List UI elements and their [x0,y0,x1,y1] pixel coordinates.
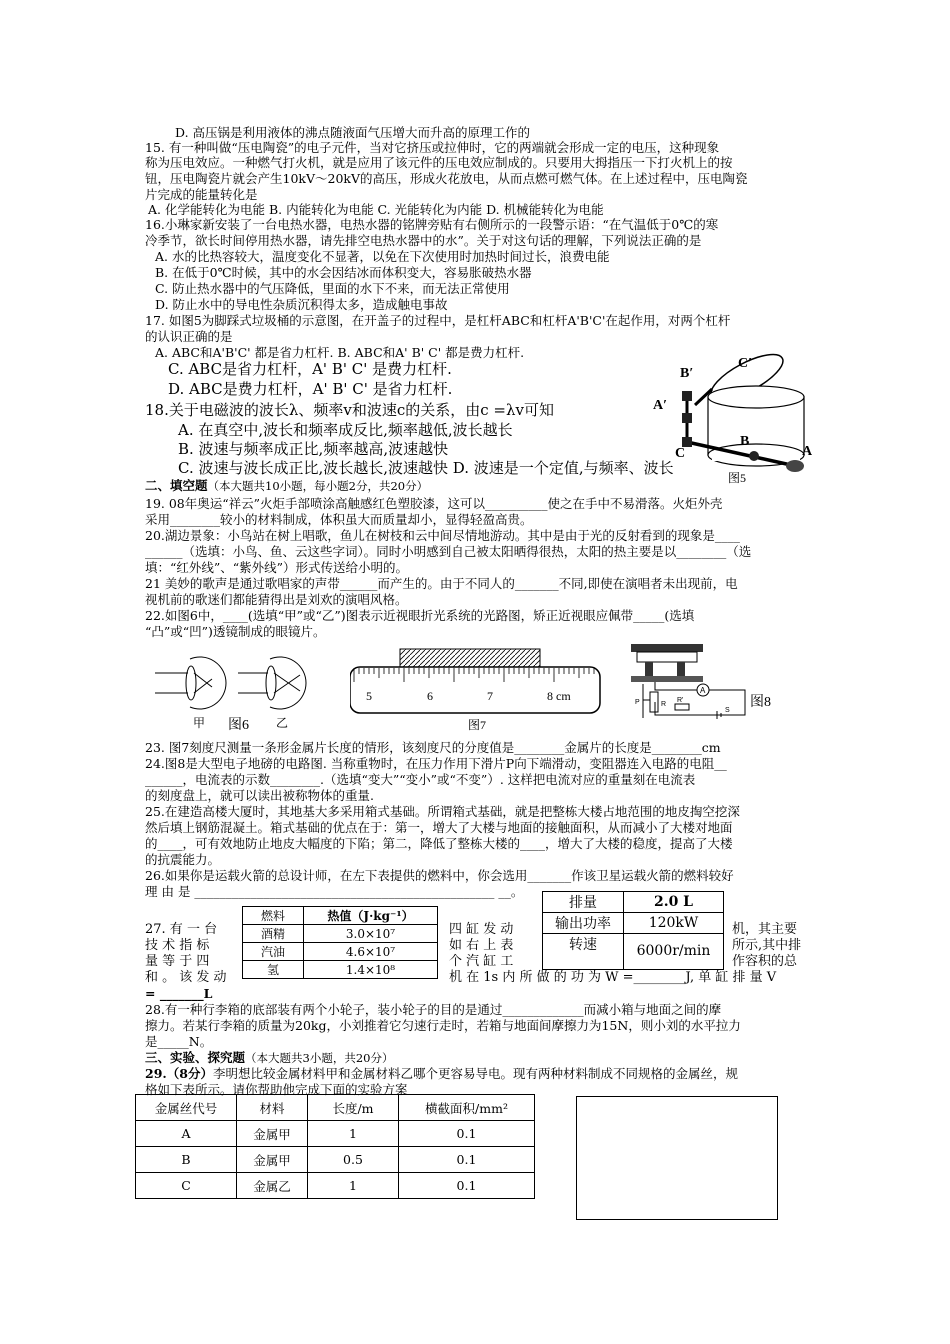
q17-option-ab: A. ABC和A'B'C' 都是省力杠杆. B. ABC和A' B' C' 都是费力杠杆. [155,345,525,360]
q18-option-b: B. 波速与频率成正比,频率越高,波速越快 [178,440,449,458]
fig5-label-b: B [740,434,750,449]
wire-header: 材料 [237,1095,308,1121]
fig5-caption: 图5 [728,471,747,485]
fuel-table [242,906,438,979]
q27-left-5: = _______L [145,986,213,1001]
q28-line-1: 28.有一种行李箱的底部装有两个小轮子，装小轮子的目的是通过_____________而减小箱与地面之间的摩 [145,1002,722,1017]
figure-5-trash-can [650,345,820,485]
q20-line-3: 填：“红外线”、“紫外线”）形式传送给小明的。 [145,560,409,575]
q15-options: A. 化学能转化为电能 B. 内能转化为电能 C. 光能转化为内能 D. 机械能转化为电能 [148,202,604,217]
q25-line-3: 的____，可有效地防止地皮大幅度的下陷；第二，降低了整栋大楼的____，增大了大楼的稳度，提高了大楼 [145,836,733,851]
q27-left-1: 27. 有 一 台 [145,922,218,937]
q15-line-2: 称为压电效应。一种燃气打火机，就是应用了该元件的压电效应制成的。只要用大拇指压一下打火机上的按 [145,155,733,170]
q15-line-3: 钮，压电陶瓷片就会产生10kV～20kV的高压，形成火花放电，从而点燃可燃气体。在上述过程中，压电陶瓷 [145,171,748,186]
ruler-tick-6: 6 [427,689,433,703]
q25-line-1: 25.在建造高楼大厦时，其地基大多采用箱式基础。所谓箱式基础，就是把整栋大楼占地范围的地皮掏空挖深 [145,804,740,819]
fig6-caption: 图6 [228,718,249,733]
q21-line-1: 21 美妙的歌声是通过歌唱家的声带______而产生的。由于不同人的_______不同,即使在演唱者未出现前，电 [145,576,738,591]
fuel-cell: 3.0×10⁷ [304,925,438,943]
section-3-heading [145,1050,393,1066]
ruler-tick-7: 7 [487,689,493,703]
q28-line-2: 擦力。若某行李箱的质量为20kg，小刘推着它匀速行走时，若箱与地面间摩擦力为15N，则小刘的水平拉力 [145,1018,741,1033]
wire-cell: 0.1 [399,1147,535,1173]
figure-6-eyes [150,645,340,733]
fig5-label-c2: C′ [738,356,753,371]
fig5-label-a: A [802,444,813,459]
ruler-tick-5: 5 [366,689,372,703]
q18-line-1: 18.关于电磁波的波长λ、频率v和波速c的关系，由c =λv可知 [145,401,554,419]
q27-left-2: 技 术 指 标 [145,938,210,953]
fuel-cell: 4.6×10⁷ [304,943,438,961]
q29-line-1 [145,1066,738,1081]
q20-line-2: ______（选填：小鸟、鱼、云这些字词）。同时小明感到自己被太阳晒得很热，太阳的热主要是以________（选 [145,544,752,559]
wire-cell: 0.1 [399,1121,535,1147]
q27-left-3: 量 等 于 四 [145,954,210,969]
q27-mid-2: 如 右 上 表 [449,938,514,953]
q24-line-2: ______，电流表的示数________.（选填“变大”“变小”或“不变”）. 这样把电流对应的重量刻在电流表 [145,772,696,787]
wire-cell: 0.1 [399,1173,535,1199]
q18-option-a: A. 在真空中,波长和频率成反比,频率越低,波长越长 [178,421,513,439]
q27-mid-1: 四 缸 发 动 [449,922,514,937]
q16-line-1: 16.小琳家新安装了一台电热水器，电热水器的铭牌旁贴有右侧所示的一段警示语：“在气温低于0℃的寒 [145,217,719,232]
fig8-caption: 图8 [750,695,771,710]
q16-option-c: C. 防止热水器中的气压降低，里面的水下不来，而无法正常使用 [155,281,510,296]
q27-mid-3: 个 汽 缸 工 [449,954,514,969]
figure-7-ruler [350,645,605,733]
q29-text: 李明想比较金属材料甲和金属材料乙哪个更容易导电。现有两种材料制成不同规格的金属丝，规 [212,1066,738,1081]
section-2-note: （本大题共10小题，每小题2分，共20分） [207,479,429,493]
q27-right-2: 所示,其中排 [732,938,802,953]
fuel-cell: 氢 [243,961,304,979]
wire-cell: 1 [308,1173,399,1199]
q27-right-1: 机，其主要 [732,922,798,937]
fig8-label-r2: R' [677,697,684,704]
q15-line-4: 片完成的能量转化是 [145,187,258,202]
fuel-header-0: 燃料 [243,907,304,925]
q22-line-1: 22.如图6中，____(选填“甲”或“乙”)图表示近视眼折光系统的光路图，矫正近视眼应佩带_____(选填 [145,608,695,623]
fig8-label-r: R [661,701,667,708]
q27-left-4: 和 。 该 发 动 [145,970,227,985]
section-3-note: （本大题共3小题，共20分） [245,1051,394,1065]
q24-line-3: 的刻度盘上，就可以读出被称物体的重量. [145,788,374,803]
engine-cell: 输出功率 [543,913,624,934]
wire-table [135,1094,535,1199]
engine-cell: 120kW [624,913,724,934]
q17-option-d: D. ABC是费力杠杆，A' B' C' 是省力杠杆. [168,380,453,398]
engine-cell: 排量 [543,892,624,913]
q19-line-2: 采用________较小的材料制成，体积虽大而质量却小，显得轻盈高贵。 [145,512,533,527]
section-2-heading [145,478,428,494]
engine-cell: 6000r/min [624,934,724,970]
q21-line-2: 视机前的歌迷们都能猜得出是刘欢的演唱风格。 [145,592,408,607]
wire-header: 金属丝代号 [136,1095,237,1121]
fig5-label-c: C [675,446,686,461]
q18-option-cd: C. 波速与波长成正比,波长越长,波速越快 D. 波速是一个定值,与频率、波长 [178,459,674,477]
fig8-meter: A [700,686,706,695]
fig5-label-a2: A′ [653,398,668,413]
q14-option-d: D. 高压锅是利用液体的沸点随液面气压增大而升高的原理工作的 [175,125,531,140]
wire-header: 长度/m [308,1095,399,1121]
fuel-cell: 1.4×10⁸ [304,961,438,979]
q29-line-2: 格如下表所示。请你帮助他完成下面的实验方案 [145,1082,408,1097]
q28-line-3: 是_____N。 [145,1034,213,1049]
wire-cell: 0.5 [308,1147,399,1173]
q24-line-1: 24.图8是大型电子地磅的电路图. 当称重物时，在压力作用下滑片P向下端滑动，变阻器连入电路的电阻__ [145,756,727,771]
wire-cell: C [136,1173,237,1199]
wire-cell: 金属甲 [237,1121,308,1147]
q20-line-1: 20.湖边景象：小鸟站在树上唱歌，鱼儿在树枝和云中间尽情地游动。其中是由于光的反射看到的现象是____ [145,528,740,543]
fig8-label-s: S [725,707,730,714]
fig6-label-jia: 甲 [193,716,206,730]
fig8-label-p: P [635,699,640,706]
wire-cell: B [136,1147,237,1173]
q16-option-b: B. 在低于0℃时候，其中的水会因结冰而体积变大，容易胀破热水器 [155,265,532,280]
section-3-title: 三、实验、探究题 [145,1050,246,1065]
q25-line-2: 然后填上钢筋混凝土。箱式基础的优点在于：第一，增大了大楼与地面的接触面积，从而减小了大楼对地面 [145,820,733,835]
wire-header: 横截面积/mm² [399,1095,535,1121]
fuel-cell: 酒精 [243,925,304,943]
engine-cell: 2.0 L [624,892,724,913]
answer-box [576,1096,778,1220]
q27-tail: 机 在 1s 内 所 做 的 功 为 W =________J, 单 缸 排 量 V [449,970,777,985]
ruler-tick-8: 8 cm [547,689,571,703]
fig7-caption: 图7 [468,718,487,732]
wire-cell: 1 [308,1121,399,1147]
fig6-label-yi: 乙 [276,716,289,730]
q15-line-1: 15. 有一种叫做“压电陶瓷”的电子元件，当对它挤压或拉伸时，它的两端就会形成一定的电压，这种现象 [145,140,720,155]
q29-score: 29.（8分） [145,1066,213,1081]
engine-cell: 转速 [543,934,624,970]
q27-right-3: 作容积的总 [732,954,798,969]
q19-line-1: 19. 08年奥运“祥云”火炬手部喷涂高触感红色塑胶漆，这可以__________使之在手中不易滑落。火炬外壳 [145,496,723,511]
fuel-cell: 汽油 [243,943,304,961]
section-2-title: 二、填空题 [145,478,208,493]
figure-8-circuit [625,640,775,730]
wire-cell: A [136,1121,237,1147]
q16-line-2: 冷季节，欲长时间停用热水器，请先排空电热水器中的水”。关于对这句话的理解，下列说法正确的是 [145,233,702,248]
q17-line-2: 的认识正确的是 [145,329,233,344]
q17-line-1: 17. 如图5为脚踩式垃圾桶的示意图，在开盖子的过程中，是杠杆ABC和杠杆A'B'C'在起作用，对两个杠杆 [145,313,731,328]
fuel-header-1: 热值（J·kg⁻¹） [304,907,438,925]
wire-cell: 金属甲 [237,1147,308,1173]
q26-line-2: 理 由 是 ________________________________________________ __。 [145,884,524,899]
engine-table [542,891,724,970]
fig5-label-b2: B′ [680,366,694,381]
q16-option-d: D. 防止水中的导电性杂质沉积得太多，造成触电事故 [155,297,448,312]
q26-line-1: 26.如果你是运载火箭的总设计师，在左下表提供的燃料中，你会选用_______作该卫星运载火箭的燃料较好 [145,868,734,883]
q17-option-c: C. ABC是省力杠杆，A' B' C' 是费力杠杆. [168,360,452,378]
wire-cell: 金属乙 [237,1173,308,1199]
q25-line-4: 的抗震能力。 [145,852,221,867]
q22-line-2: “凸”或“凹”)透镜制成的眼镜片。 [145,624,326,639]
q16-option-a: A. 水的比热容较大，温度变化不显著，以免在下次使用时加热时间过长，浪费电能 [155,249,610,264]
q23-line-1: 23. 图7刻度尺测量一条形金属片长度的情形，该刻度尺的分度值是________金属片的长度是________cm [145,740,721,755]
